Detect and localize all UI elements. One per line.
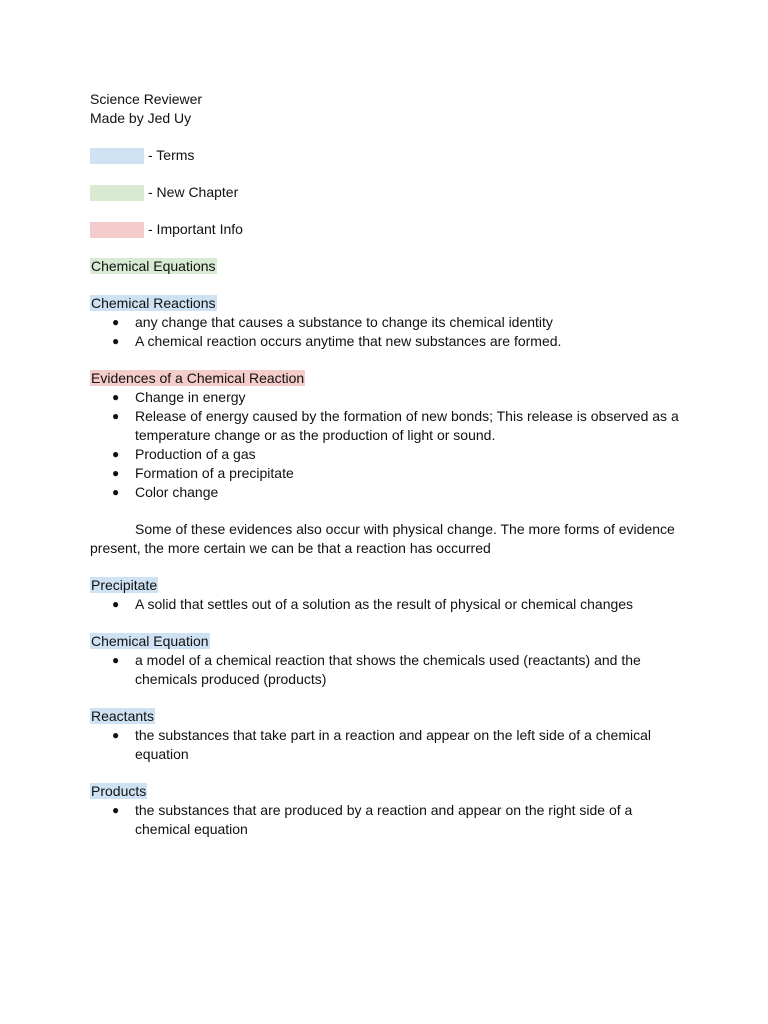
- bullet-icon: ●: [112, 390, 120, 404]
- bullet-list-reactants: [90, 726, 690, 764]
- list-item: ● Color change: [112, 484, 219, 500]
- bullet-icon: ●: [112, 447, 120, 461]
- legend-label-new-chapter: - New Chapter: [148, 184, 239, 200]
- bullet-icon: ●: [112, 409, 120, 423]
- list-item: ● A chemical reaction occurs anytime that new substances are formed.: [112, 333, 562, 349]
- bullet-list-precipitate: [90, 595, 690, 614]
- legend-important-info: [90, 220, 690, 239]
- bullet-icon: ●: [112, 653, 120, 667]
- document-title: Science Reviewer: [90, 91, 203, 107]
- list-item: ● Change in energy: [112, 389, 246, 405]
- legend-terms: [90, 146, 690, 165]
- bullet-list-products: [90, 801, 690, 839]
- list-item: ● the substances that take part in a reaction and appear on the left side of a chemical equation: [112, 727, 651, 762]
- legend-swatch-important-info: [90, 222, 144, 238]
- legend-label-important-info: - Important Info: [148, 221, 243, 237]
- bullet-list-chemical-reactions: [90, 313, 690, 351]
- chapter-heading: Chemical Equations: [91, 258, 216, 274]
- list-item: ● Release of energy caused by the formation of new bonds; This release is observed as a temperature change or as the production of light or sound.: [112, 408, 679, 443]
- term-heading-products: Products: [91, 783, 147, 799]
- legend-swatch-new-chapter: [90, 185, 144, 201]
- bullet-icon: ●: [112, 597, 120, 611]
- document-page: [90, 90, 690, 839]
- document-author: Made by Jed Uy: [90, 110, 192, 126]
- term-heading-reactants: Reactants: [91, 708, 155, 724]
- term-heading-chemical-equation: Chemical Equation: [91, 633, 209, 649]
- list-item: ● the substances that are produced by a reaction and appear on the right side of a chemical equation: [112, 802, 633, 837]
- list-item: ● Formation of a precipitate: [112, 465, 294, 481]
- bullet-icon: ●: [112, 803, 120, 817]
- important-heading-evidences: Evidences of a Chemical Reaction: [91, 370, 305, 386]
- legend-new-chapter: [90, 183, 690, 202]
- legend-label-terms: - Terms: [148, 147, 195, 163]
- bullet-icon: ●: [112, 485, 120, 499]
- term-heading-precipitate: Precipitate: [91, 577, 158, 593]
- bullet-list-chemical-equation: [90, 651, 690, 689]
- legend-swatch-terms: [90, 148, 144, 164]
- bullet-icon: ●: [112, 728, 120, 742]
- bullet-icon: ●: [112, 466, 120, 480]
- list-item: ● A solid that settles out of a solution as the result of physical or chemical changes: [112, 596, 634, 612]
- list-item: ● any change that causes a substance to change its chemical identity: [112, 314, 553, 330]
- bullet-icon: ●: [112, 334, 120, 348]
- list-item: ● Production of a gas: [112, 446, 256, 462]
- bullet-icon: ●: [112, 315, 120, 329]
- term-heading-chemical-reactions: Chemical Reactions: [91, 295, 216, 311]
- bullet-list-evidences: [90, 388, 690, 502]
- evidence-paragraph: Some of these evidences also occur with physical change. The more forms of evidence present, the more certain we can be that a reaction has occurred: [90, 521, 675, 556]
- list-item: ● a model of a chemical reaction that shows the chemicals used (reactants) and the chemicals produced (products): [112, 652, 641, 687]
